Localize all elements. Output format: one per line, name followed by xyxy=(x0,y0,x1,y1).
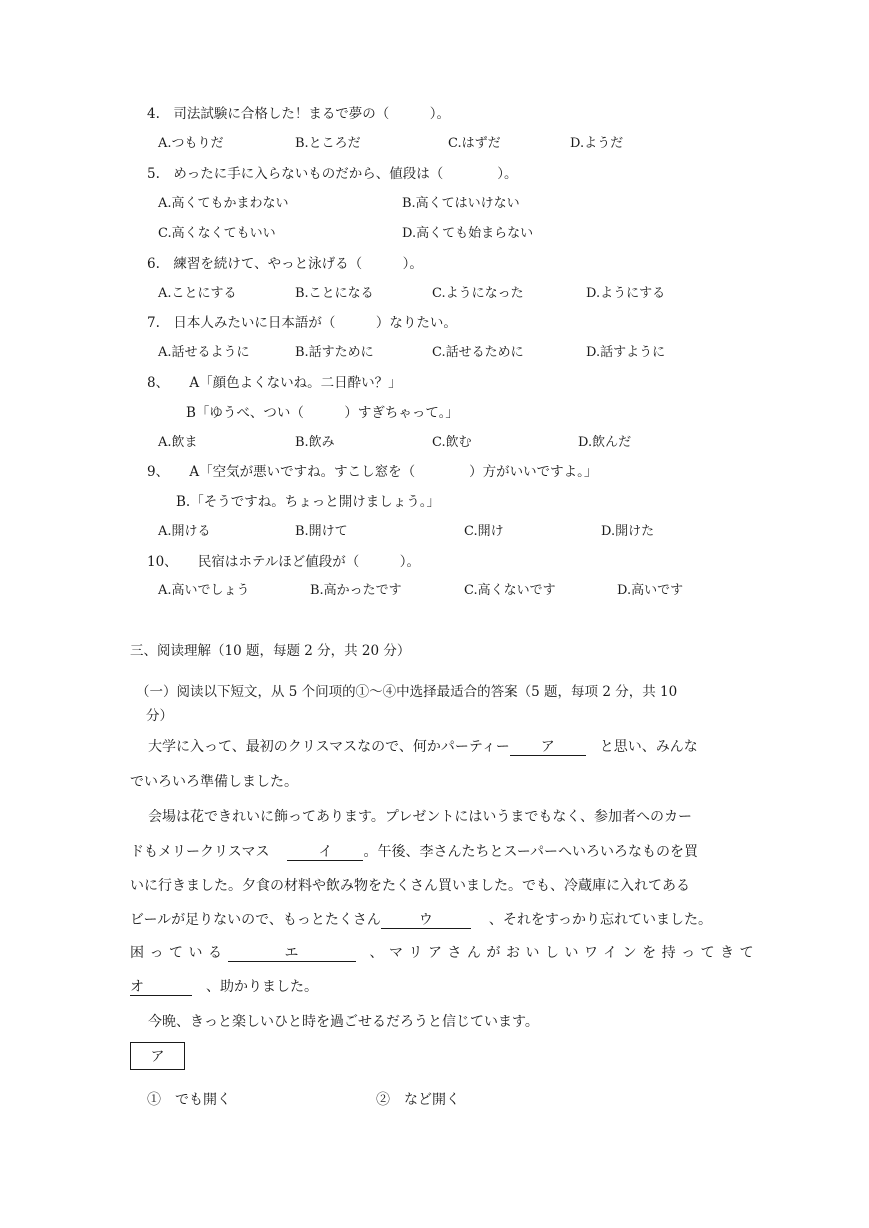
q10-option-b: B.高かったです xyxy=(310,583,402,598)
passage-line-3: 会場は花できれいに飾ってあります。プレゼントにはいうまでもなく、参加者へのカー xyxy=(148,809,693,825)
question-8-stem-b: B「ゆうべ、つい（ ）すぎちゃって。」 xyxy=(186,405,459,421)
q9-option-c: C.開け xyxy=(464,524,504,539)
blank-o: オ xyxy=(130,979,192,996)
question-4-stem: 4. 司法試験に合格した！まるで夢の（ ）。 xyxy=(147,106,450,122)
subsection-instructions-cont: 分） xyxy=(146,708,173,724)
passage-line-8: オ 、助かりました。 xyxy=(130,979,318,995)
question-9-stem: 9、 A「空気が悪いですね。すこし窓を（ ）方がいいですよ。」 xyxy=(147,464,598,480)
passage-line-6: ビールが足りないので、もっとたくさん ウ 、それをすっかり忘れていました。 xyxy=(130,912,713,928)
passage-line-7: 困っている エ 、マリアさんがおいしいワインを持ってきて xyxy=(130,945,760,961)
q8-option-a: A.飲ま xyxy=(158,435,198,450)
q9-option-d: D.開けた xyxy=(601,524,655,539)
q8-option-c: C.飲む xyxy=(432,435,472,450)
passage-line-4: ドもメリークリスマス イ 。午後、李さんたちとスーパーへいろいろなものを買 xyxy=(130,844,699,860)
q9-option-b: B.開けて xyxy=(295,524,348,539)
q9-option-a: A.開ける xyxy=(158,524,211,539)
q6-option-b: B.ことになる xyxy=(295,286,374,301)
passage-line-5: いに行きました。夕食の材料や飲み物をたくさん買いました。でも、冷蔵庫に入れてある xyxy=(130,878,690,894)
q4-option-b: B.ところだ xyxy=(295,136,361,151)
subsection-instructions: （一）阅读以下短文，从 5 个问项的①～④中选择最适合的答案（5 题，每项 2 分，共 10 xyxy=(136,684,678,700)
q10-option-d: D.高いです xyxy=(617,583,684,598)
q7-option-c: C.話せるために xyxy=(432,345,524,360)
question-5-stem: 5. めったに手に入らないものだから、値段は（ ）。 xyxy=(147,166,518,182)
q7-option-d: D.話すように xyxy=(586,345,666,360)
q5-option-c: C.高くなくてもいい xyxy=(158,226,276,241)
question-8-stem: 8、 A「顔色よくないね。二日酔い？」 xyxy=(147,375,402,391)
q8-option-b: B.飲み xyxy=(295,435,335,450)
q6-option-c: C.ようになった xyxy=(432,286,524,301)
q10-option-a: A.高いでしょう xyxy=(158,583,250,598)
section-title: 三、阅读理解（10 题，每题 2 分，共 20 分） xyxy=(130,643,411,659)
q4-option-c: C.はずだ xyxy=(448,136,501,151)
q8-option-d: D.飲んだ xyxy=(578,435,632,450)
answer-option-1: ① でも開く xyxy=(147,1092,231,1108)
blank-a: ア xyxy=(510,739,586,756)
passage-line-9: 今晩、きっと楽しいひと時を過ごせるだろうと信じています。 xyxy=(148,1014,539,1030)
question-6-stem: 6. 練習を続けて、やっと泳げる（ ）。 xyxy=(147,256,423,272)
q6-option-d: D.ようにする xyxy=(586,286,666,301)
passage-line-2: でいろいろ準備しました。 xyxy=(130,774,298,790)
q4-option-a: A.つもりだ xyxy=(158,136,224,151)
q5-option-d: D.高くても始まらない xyxy=(402,226,534,241)
question-7-stem: 7. 日本人みたいに日本語が（ ）なりたい。 xyxy=(147,315,457,331)
q5-option-b: B.高くてはいけない xyxy=(402,196,520,211)
blank-i: イ xyxy=(287,844,363,861)
question-label-box: ア xyxy=(130,1042,185,1070)
q7-option-a: A.話せるように xyxy=(158,345,250,360)
q10-option-c: C.高くないです xyxy=(464,583,556,598)
question-9-stem-b: B.「そうですね。ちょっと開けましょう。」 xyxy=(176,494,440,510)
q5-option-a: A.高くてもかまわない xyxy=(158,196,289,211)
passage-line-1: 大学に入って、最初のクリスマスなので、何かパーティー ア と思い、みんな xyxy=(148,739,698,755)
q4-option-d: D.ようだ xyxy=(570,136,624,151)
answer-option-2: ② など開く xyxy=(376,1092,460,1108)
blank-e: エ xyxy=(228,945,356,962)
question-10-stem: 10、 民宿はホテルほど値段が（ ）。 xyxy=(147,554,421,570)
q6-option-a: A.ことにする xyxy=(158,286,237,301)
q7-option-b: B.話すために xyxy=(295,345,374,360)
blank-u: ウ xyxy=(381,912,471,929)
